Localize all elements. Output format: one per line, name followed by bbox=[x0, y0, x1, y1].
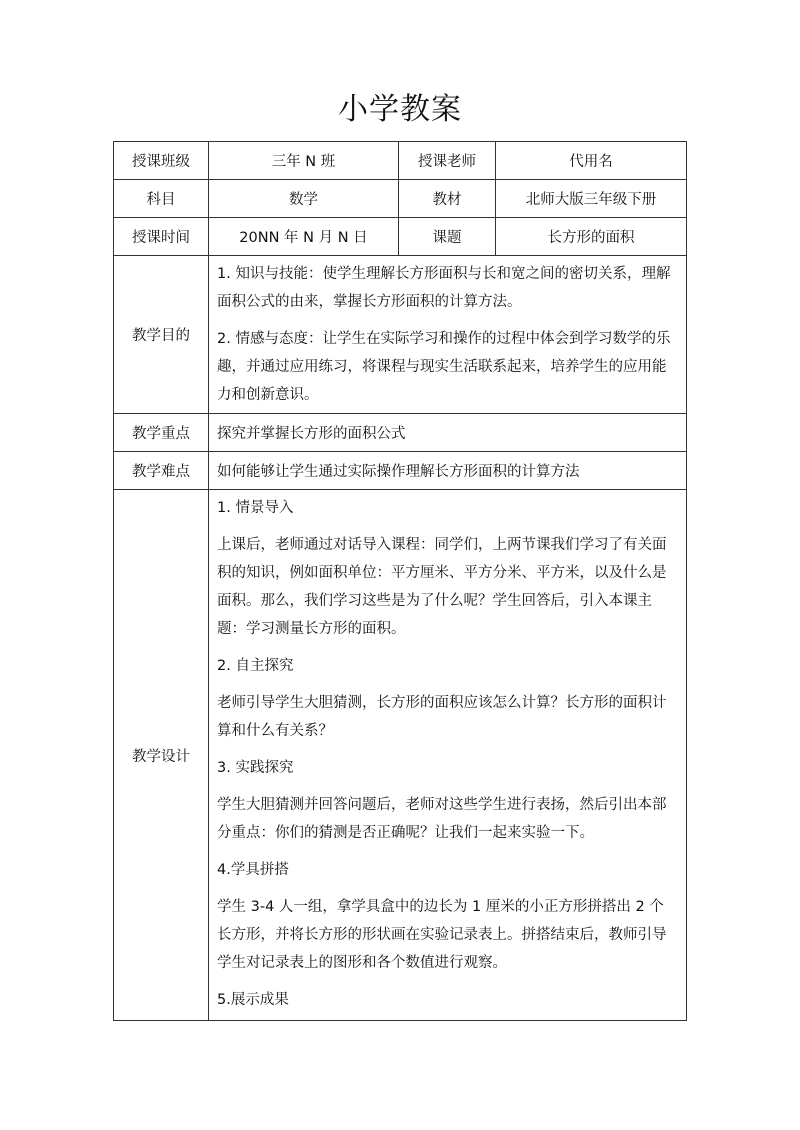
design-paragraph: 学生 3-4 人一组，拿学具盒中的边长为 1 厘米的小正方形拼搭出 2 个长方形，并将长方形的形状画在实验记录表上。拼搭结束后，教师引导学生对记录表上的图形和各个数值进行观察。 bbox=[217, 899, 667, 971]
design-content bbox=[209, 490, 687, 1021]
lesson-plan-table bbox=[113, 141, 687, 1021]
subject-value: 数学 bbox=[209, 180, 399, 218]
teacher-label: 授课老师 bbox=[399, 142, 496, 180]
design-heading: 3. 实践探究 bbox=[217, 760, 294, 776]
class-label: 授课班级 bbox=[114, 142, 209, 180]
design-heading: 5.展示成果 bbox=[217, 992, 289, 1008]
textbook-value: 北师大版三年级下册 bbox=[496, 180, 687, 218]
objective-item: 1. 知识与技能：使学生理解长方形面积与长和宽之间的密切关系，理解面积公式的由来，掌握长方形面积的计算方法。 bbox=[217, 266, 671, 310]
difficulty-text: 如何能够让学生通过实际操作理解长方形面积的计算方法 bbox=[209, 452, 687, 490]
objectives-label: 教学目的 bbox=[114, 256, 209, 414]
subject-label: 科目 bbox=[114, 180, 209, 218]
objective-item: 2. 情感与态度：让学生在实际学习和操作的过程中体会到学习数学的乐趣，并通过应用练习，将课程与现实生活联系起来，培养学生的应用能力和创新意识。 bbox=[217, 331, 671, 403]
design-label: 教学设计 bbox=[114, 490, 209, 1021]
key-point-row bbox=[114, 414, 687, 452]
key-point-text: 探究并掌握长方形的面积公式 bbox=[209, 414, 687, 452]
class-row bbox=[114, 142, 687, 180]
design-paragraph: 上课后，老师通过对话导入课程：同学们，上两节课我们学习了有关面积的知识，例如面积单位：平方厘米、平方分米、平方米，以及什么是面积。那么，我们学习这些是为了什么呢？学生回答后，引入本课主题：学习测量长方形的面积。 bbox=[217, 537, 667, 637]
design-heading: 2. 自主探究 bbox=[217, 658, 294, 674]
teacher-value: 代用名 bbox=[496, 142, 687, 180]
time-row bbox=[114, 218, 687, 256]
design-heading: 4.学具拼搭 bbox=[217, 862, 289, 878]
time-value: 20NN 年 N 月 N 日 bbox=[209, 218, 399, 256]
textbook-label: 教材 bbox=[399, 180, 496, 218]
page-title: 小学教案 bbox=[338, 92, 462, 127]
design-row bbox=[114, 490, 687, 1021]
design-paragraph: 老师引导学生大胆猜测，长方形的面积应该怎么计算？长方形的面积计算和什么有关系？ bbox=[217, 695, 667, 739]
topic-label: 课题 bbox=[399, 218, 496, 256]
difficulty-row bbox=[114, 452, 687, 490]
objectives-row bbox=[114, 256, 687, 414]
key-point-label: 教学重点 bbox=[114, 414, 209, 452]
objectives-content bbox=[209, 256, 687, 414]
difficulty-label: 教学难点 bbox=[114, 452, 209, 490]
class-value: 三年 N 班 bbox=[209, 142, 399, 180]
design-paragraph: 学生大胆猜测并回答问题后，老师对这些学生进行表扬，然后引出本部分重点：你们的猜测是否正确呢？让我们一起来实验一下。 bbox=[217, 797, 667, 841]
subject-row bbox=[114, 180, 687, 218]
topic-value: 长方形的面积 bbox=[496, 218, 687, 256]
time-label: 授课时间 bbox=[114, 218, 209, 256]
design-heading: 1. 情景导入 bbox=[217, 500, 294, 516]
